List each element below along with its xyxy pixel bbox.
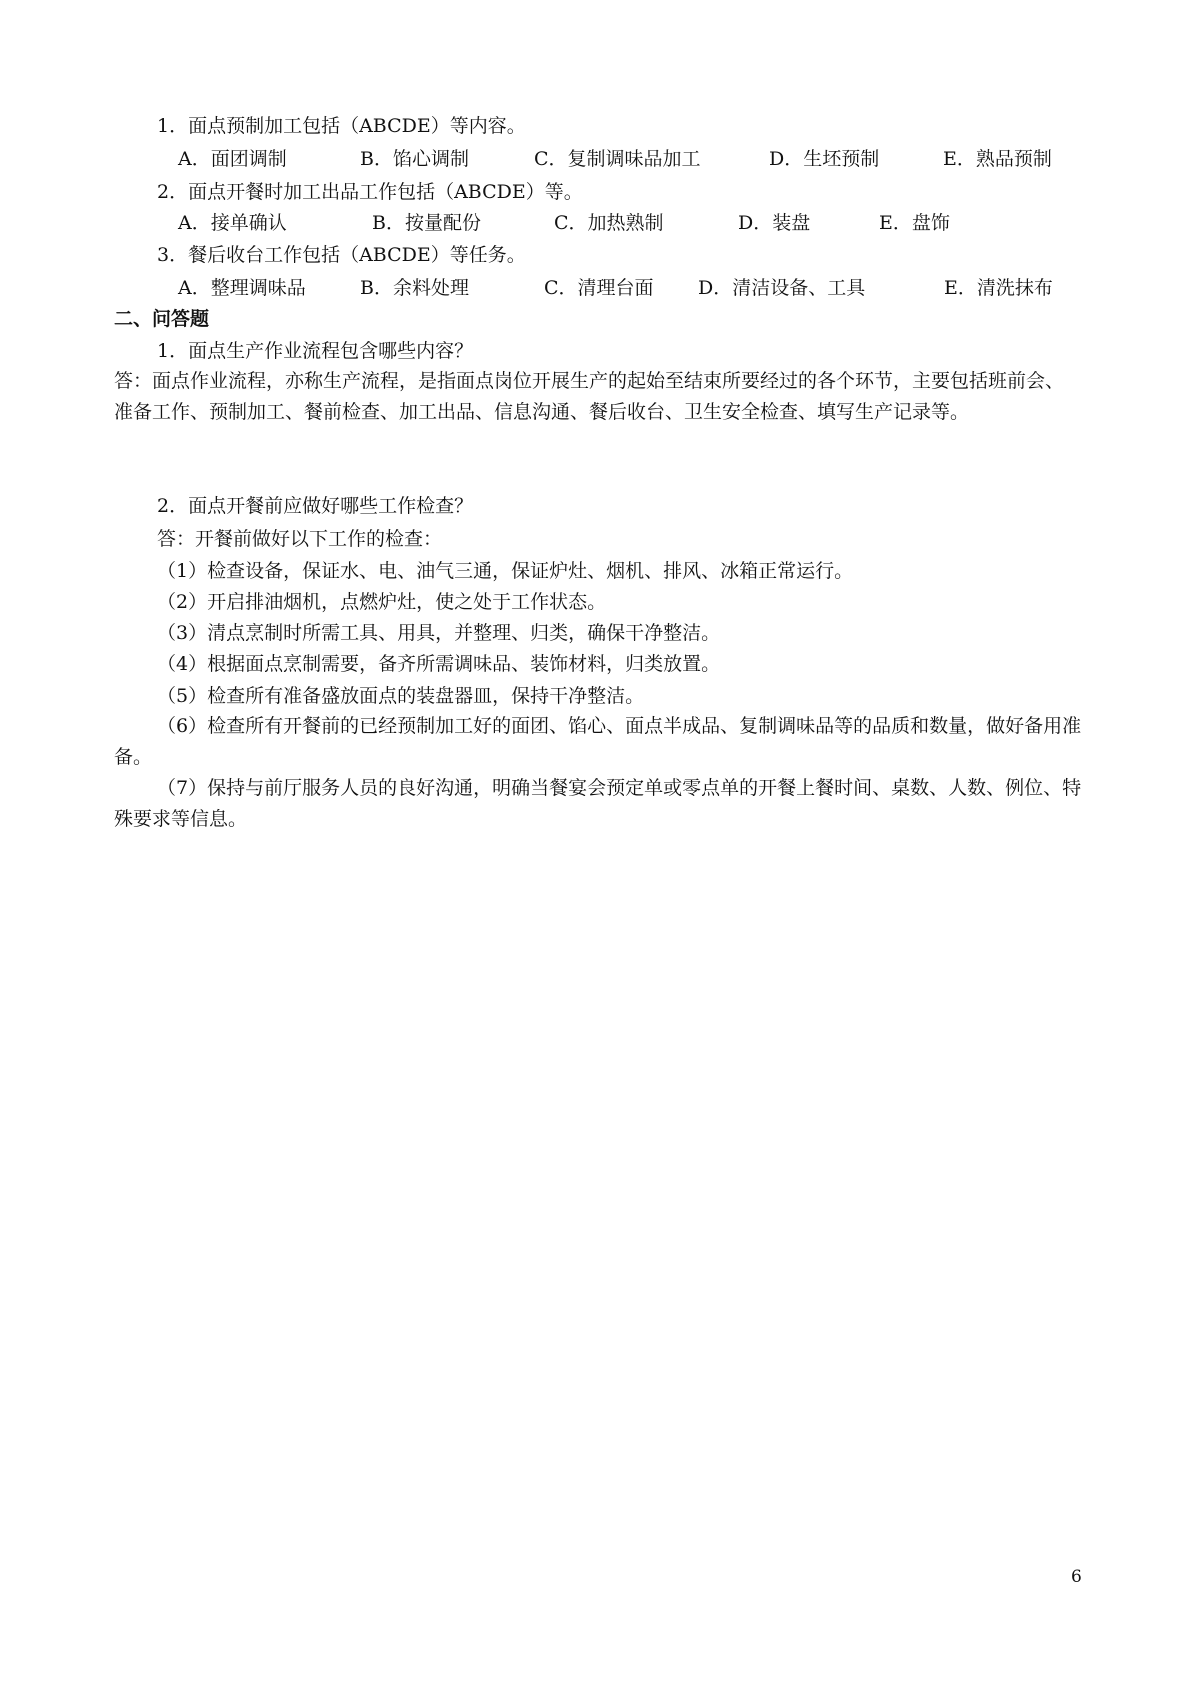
checklist-item-wrapped [114, 773, 1082, 835]
mc-question-3-option-e: E．清洗抹布 [944, 277, 1053, 299]
mc-question-1-option-e: E．熟品预制 [943, 148, 1052, 170]
mc-question-2-option-a: A．接单确认 [178, 212, 287, 234]
mc-question-2-stem: 2．面点开餐时加工出品工作包括（ABCDE）等。 [157, 181, 583, 203]
mc-question-1-option-d: D．生坯预制 [769, 148, 880, 170]
section-heading: 二、问答题 [114, 308, 210, 330]
qa-answer-2-intro: 答：开餐前做好以下工作的检查： [157, 528, 443, 550]
mc-question-2-option-b: B．按量配份 [372, 212, 481, 234]
checklist-item-text: （7）保持与前厅服务人员的良好沟通，明确当餐宴会预定单或零点单的开餐上餐时间、桌数、人数、例位、特殊要求等信息。 [114, 777, 1082, 830]
mc-question-1-stem: 1．面点预制加工包括（ABCDE）等内容。 [157, 115, 526, 137]
checklist-item-wrapped [114, 711, 1082, 773]
checklist-item: （3）清点烹制时所需工具、用具，并整理、归类，确保干净整洁。 [157, 622, 721, 644]
mc-question-3-options [178, 276, 1098, 300]
checklist-item: （2）开启排油烟机，点燃炉灶，使之处于工作状态。 [157, 591, 607, 613]
checklist-item: （1）检查设备，保证水、电、油气三通，保证炉灶、烟机、排风、冰箱正常运行。 [157, 560, 854, 582]
checklist-item: （4）根据面点烹制需要，备齐所需调味品、装饰材料，归类放置。 [157, 653, 721, 675]
mc-question-2-options [178, 211, 1098, 235]
mc-question-3-stem: 3．餐后收台工作包括（ABCDE）等任务。 [157, 244, 526, 266]
mc-question-1-options [178, 147, 1098, 171]
mc-question-2-option-d: D．装盘 [738, 212, 811, 234]
mc-question-2-option-e: E．盘饰 [879, 212, 950, 234]
mc-question-1-option-a: A．面团调制 [178, 148, 287, 170]
mc-question-3-option-d: D．清洁设备、工具 [698, 277, 866, 299]
mc-question-3-option-b: B．余料处理 [360, 277, 469, 299]
qa-question-1: 1．面点生产作业流程包含哪些内容？ [157, 340, 474, 362]
mc-question-1-option-b: B．馅心调制 [360, 148, 469, 170]
mc-question-2-option-c: C．加热熟制 [554, 212, 664, 234]
mc-question-1-option-c: C．复制调味品加工 [534, 148, 701, 170]
mc-question-3-option-c: C．清理台面 [544, 277, 654, 299]
checklist-item: （5）检查所有准备盛放面点的装盘器皿，保持干净整洁。 [157, 685, 645, 707]
qa-answer-1 [114, 366, 1082, 428]
mc-question-3-option-a: A．整理调味品 [178, 277, 306, 299]
qa-answer-1-text: 答：面点作业流程，亦称生产流程，是指面点岗位开展生产的起始至结束所要经过的各个环节，主要包括班前会、准备工作、预制加工、餐前检查、加工出品、信息沟通、餐后收台、卫生安全检查、填写生产记录等。 [114, 370, 1065, 423]
qa-question-2: 2．面点开餐前应做好哪些工作检查？ [157, 495, 474, 517]
checklist-item-text: （6）检查所有开餐前的已经预制加工好的面团、馅心、面点半成品、复制调味品等的品质和数量，做好备用准备。 [114, 715, 1082, 768]
page-number: 6 [1071, 1567, 1082, 1587]
